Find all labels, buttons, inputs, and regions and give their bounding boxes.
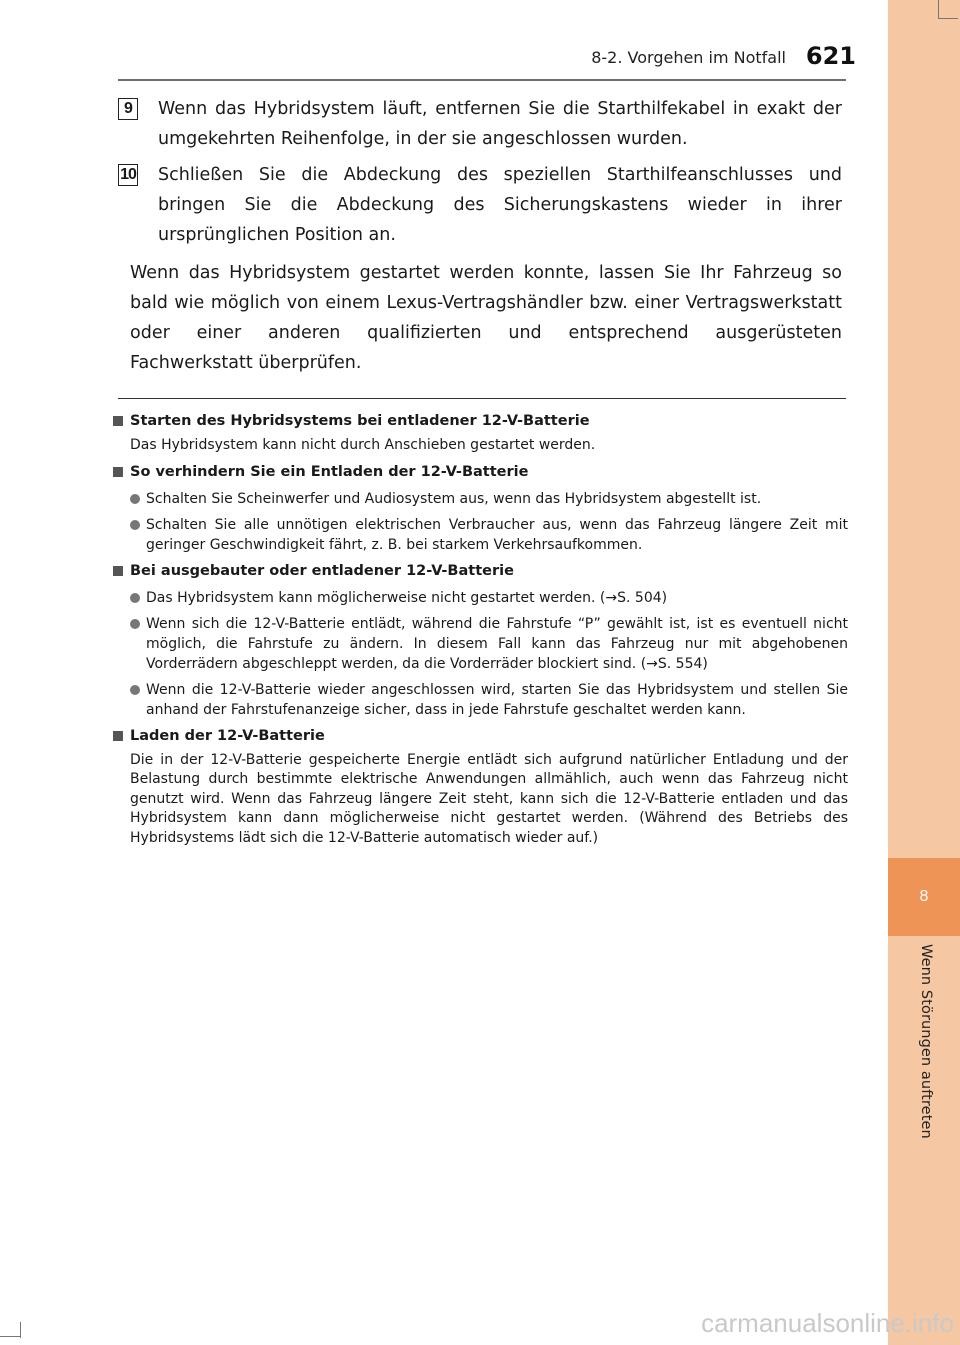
watermark[interactable]: carmanualsonline.info (701, 1308, 954, 1338)
list-item-text: Schalten Sie Scheinwerfer und Audiosystem aus, wenn das Hybridsystem abgestellt ist. (146, 490, 762, 507)
note-heading-text: So verhindern Sie ein Entladen der 12-V-Batterie (130, 463, 529, 480)
crop-mark (20, 1322, 21, 1338)
note-heading (113, 462, 848, 483)
list-item-text: Wenn sich die 12-V-Batterie entlädt, während die Fahrstufe “P” gewählt ist, ist es eventuell nicht möglich, die Fahrstufe zu ändern. In diesem Fall kann das Fahrzeug nur mit abgehobenen Vorderrädern abgeschleppt werden, da die Vorderräder blockiert sind. (→S. 554) (146, 615, 848, 672)
list-item (113, 489, 848, 509)
section-title: 8-2. Vorgehen im Notfall (591, 48, 786, 67)
page-number: 621 (805, 42, 856, 70)
notes-section (113, 411, 848, 848)
list-item-text: Das Hybridsystem kann möglicherweise nicht gestartet werden. (→S. 504) (146, 589, 668, 606)
note-body: Das Hybridsystem kann nicht durch Anschieben gestartet werden. (130, 437, 596, 453)
square-bullet-icon (113, 416, 123, 426)
list-item-text: Wenn die 12-V-Batterie wieder angeschlossen wird, starten Sie das Hybridsystem und stellen Sie anhand der Fahrstufenanzeige sicher, dass in jede Fahrstufe geschaltet werden kann. (146, 681, 848, 718)
step-text-10: Schließen Sie die Abdeckung des speziellen Starthilfeanschlusses und bringen Sie die Abdeckung des Sicherungskastens wieder in ihrer ursprünglichen Position an. (158, 165, 842, 245)
chapter-label: Wenn Störungen auftreten (918, 944, 934, 1139)
step-number-9: 9 (118, 98, 138, 120)
list-item (113, 680, 848, 720)
list-item (113, 614, 848, 674)
chapter-number-box[interactable] (888, 858, 960, 936)
circle-bullet-icon (130, 685, 140, 695)
chapter-number: 8 (919, 888, 929, 905)
note-heading (113, 561, 848, 582)
crop-mark (938, 18, 958, 19)
circle-bullet-icon (130, 494, 140, 504)
note-heading (113, 726, 848, 747)
step-text-9: Wenn das Hybridsystem läuft, entfernen Sie die Starthilfekabel in exakt der umgekehrten Reihenfolge, in der sie angeschlossen wurden. (158, 99, 842, 149)
list-item (113, 515, 848, 555)
note-heading (113, 411, 848, 432)
crop-mark (938, 0, 939, 18)
square-bullet-icon (113, 731, 123, 741)
note-heading-text: Bei ausgebauter oder entladener 12-V-Batterie (130, 562, 514, 579)
circle-bullet-icon (130, 593, 140, 603)
section-divider (118, 398, 846, 399)
circle-bullet-icon (130, 619, 140, 629)
note-body: Die in der 12-V-Batterie gespeicherte Energie entlädt sich aufgrund natürlicher Entladung und der Belastung durch bestimmte elektrische Anwendungen allmählich, auch wenn das Fahrzeug nicht genutzt wird. Wenn das Fahrzeug längere Zeit steht, kann sich die 12-V-Batterie entladen und das Hybridsystem kann dann möglicherweise nicht gestartet werden. (Während des Betriebs des Hybridsystems lädt sich die 12-V-Batterie automatisch wieder auf.) (130, 751, 848, 846)
list-item (113, 588, 848, 608)
crop-mark (0, 1336, 20, 1337)
step-number-10: 10 (118, 164, 138, 186)
circle-bullet-icon (130, 520, 140, 530)
note-heading-text: Starten des Hybridsystems bei entladener 12-V-Batterie (130, 413, 590, 429)
result-paragraph: Wenn das Hybridsystem gestartet werden konnte, lassen Sie Ihr Fahrzeug so bald wie möglich von einem Lexus-Vertragshändler bzw. einer Vertragswerkstatt oder einer anderen qualifizierten und entsprechend ausgerüsteten Fachwerkstatt überprüfen. (130, 263, 842, 373)
header-divider (118, 79, 846, 81)
list-item-text: Schalten Sie alle unnötigen elektrischen Verbraucher aus, wenn das Fahrzeug längere Zeit mit geringer Geschwindigkeit fährt, z. B. bei starkem Verkehrsaufkommen. (146, 516, 848, 553)
square-bullet-icon (113, 566, 123, 576)
note-heading-text: Laden der 12-V-Batterie (130, 727, 325, 744)
square-bullet-icon (113, 467, 123, 477)
